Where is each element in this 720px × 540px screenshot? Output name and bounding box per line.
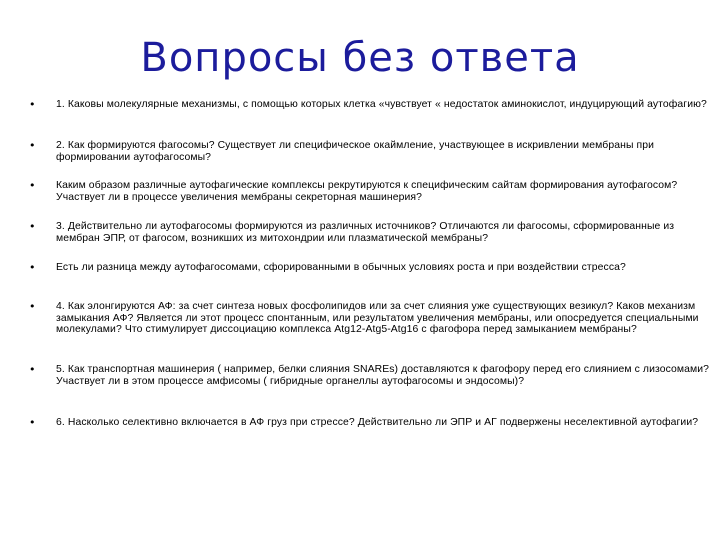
bullet-marker: • [29,261,36,274]
question-text: 3. Действительно ли аутофагосомы формируются из различных источников? Отличаются ли фагосомы, сформированные из мембран ЭПР, от фагосом, возникших из митохондрии или плазматической мембраны? [56,221,675,244]
bullet-marker: • [29,300,36,313]
question-text: Есть ли разница между аутофагосомами, сфорированными в обычных условиях роста и при воздействии стресса? [56,262,626,273]
bullet-marker: • [29,220,36,233]
bullet-marker: • [29,179,36,192]
bullet-marker: • [29,139,36,152]
question-text: 4. Как элонгируются АФ: за счет синтеза новых фосфолипидов или за счет слияния уже существующих везикул? Каков механизм замыкания АФ? Является ли этот процесс спонтанным, или результатом увеличения мембраны, или опосредуется специальными молекулами? Что стимулирует диссоциацию комплекса Atg12-Atg5-Atg16 с фагофора перед замыканием мембраны? [56,301,699,336]
question-text: 5. Как транспортная машинерия ( например, белки слияния SNAREs) доставляются к фагофору перед его слиянием с лизосомами? Участвует ли в этом процессе амфисомы ( гибридные органеллы аутофагосомы и эндосомы)? [56,364,710,387]
question-text: 2. Как формируются фагосомы? Существует ли специфическое окаймление, участвующее в искривлении мембраны при формировании аутофагосомы? [56,140,655,163]
bullet-marker: • [29,416,36,429]
question-text: 6. Насколько селективно включается в АФ груз при стрессе? Действительно ли ЭПР и АГ подвержены неселективной аутофагии? [56,417,699,428]
slide-title: Вопросы без ответа [140,35,580,81]
bullet-marker: • [29,363,36,376]
question-text: 1. Каковы молекулярные механизмы, с помощью которых клетка «чувствует « недостаток аминокислот, индуцирующий аутофагию? [56,99,707,110]
bullet-marker: • [29,98,36,111]
question-text: Каким образом различные аутофагические комплексы рекрутируются к специфическим сайтам формирования аутофагосом? Участвует ли в процессе увеличения мембраны секреторная машинерия? [56,180,678,203]
